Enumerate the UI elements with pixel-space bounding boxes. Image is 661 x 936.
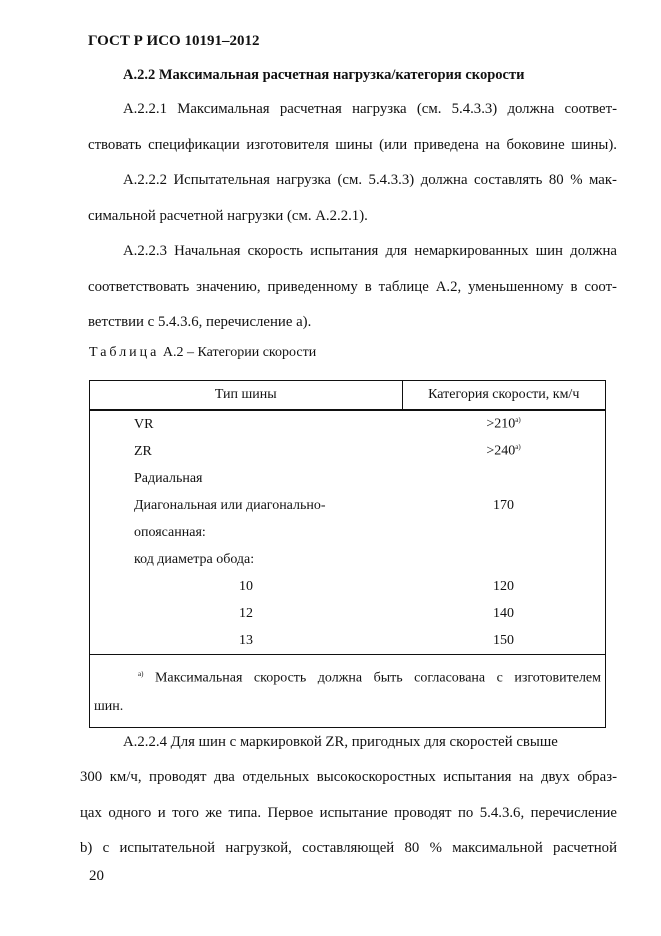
speed-value: >240 (486, 443, 516, 459)
tire-type-cell: Радиальная (134, 470, 203, 486)
speed-cell (402, 465, 606, 492)
tire-type-cell: код диаметра обода: (134, 551, 255, 567)
footnote-text: Максимальная скорость должна быть согласована с изготовителем (154, 670, 602, 686)
paragraph-line: 300 км/ч, проводят два отдельных высокоскоростных испытания на двух образ- (80, 769, 617, 785)
paragraph-line: симальной расчетной нагрузки (см. А.2.2.1). (88, 208, 368, 224)
table-row (90, 546, 606, 573)
rim-code-cell: 12 (239, 605, 253, 621)
footnote-ref: a) (515, 416, 521, 425)
paragraph-line: ствовать спецификации изготовителя шины (или приведена на боковине шины). (88, 137, 617, 153)
tire-type-cell: ZR (134, 443, 152, 459)
table-row (90, 627, 606, 655)
table-row (90, 492, 606, 519)
speed-cell: 120 (493, 578, 514, 594)
table-caption-title: А.2 – Категории скорости (162, 345, 317, 360)
table-caption (89, 345, 316, 361)
table-row (90, 465, 606, 492)
paragraph-line: А.2.2.4 Для шин с маркировкой ZR, пригодных для скоростей свыше (123, 734, 558, 750)
speed-cell (402, 410, 606, 438)
speed-cell (402, 519, 606, 546)
table-row (90, 600, 606, 627)
tire-type-cell: опоясанная: (134, 524, 206, 540)
page-number: 20 (89, 868, 104, 884)
header-speed-category: Категория скорости, км/ч (402, 381, 606, 411)
paragraph-line: А.2.2.1 Максимальная расчетная нагрузка (см. 5.4.3.3) должна соответ- (123, 101, 617, 117)
rim-code-cell: 10 (239, 578, 253, 594)
header-tire-type: Тип шины (90, 381, 403, 411)
paragraph-line: соответствовать значению, приведенному в таблице А.2, уменьшенному в соот- (88, 279, 617, 295)
paragraph-line: b) с испытательной нагрузкой, составляющей 80 % максимальной расчетной (80, 840, 617, 856)
tire-type-cell: VR (134, 416, 154, 432)
paragraph-line: А.2.2.3 Начальная скорость испытания для немаркированных шин должна (123, 243, 617, 259)
speed-category-table (89, 380, 606, 728)
tire-type-cell: Диагональная или диагонально- (134, 497, 326, 513)
footnote-mark: a) (138, 670, 144, 678)
standard-header: ГОСТ Р ИСО 10191–2012 (88, 33, 260, 49)
paragraph-line: А.2.2.2 Испытательная нагрузка (см. 5.4.3.3) должна составлять 80 % мак- (123, 172, 617, 188)
table-caption-prefix: Таблица (89, 345, 160, 360)
speed-cell: 140 (493, 605, 514, 621)
table-row (90, 410, 606, 438)
paragraph-line: ветствии с 5.4.3.6, перечисление а). (88, 314, 312, 330)
table-row (90, 519, 606, 546)
table-footnote-row (90, 655, 606, 728)
table-header-row (90, 381, 606, 411)
speed-cell (402, 546, 606, 573)
speed-cell: 150 (493, 632, 514, 648)
footnote-line: шин. (94, 698, 124, 714)
speed-cell (402, 438, 606, 465)
rim-code-cell: 13 (239, 632, 253, 648)
table-footnote (90, 655, 606, 728)
paragraph-line: цах одного и того же типа. Первое испытание проводят по 5.4.3.6, перечисление (80, 805, 617, 821)
speed-cell: 170 (493, 497, 514, 513)
table-row (90, 438, 606, 465)
footnote-ref: a) (515, 443, 521, 452)
speed-value: >210 (486, 416, 516, 432)
table-row (90, 573, 606, 600)
section-heading: А.2.2 Максимальная расчетная нагрузка/категория скорости (123, 67, 525, 83)
footnote-line (94, 660, 601, 693)
